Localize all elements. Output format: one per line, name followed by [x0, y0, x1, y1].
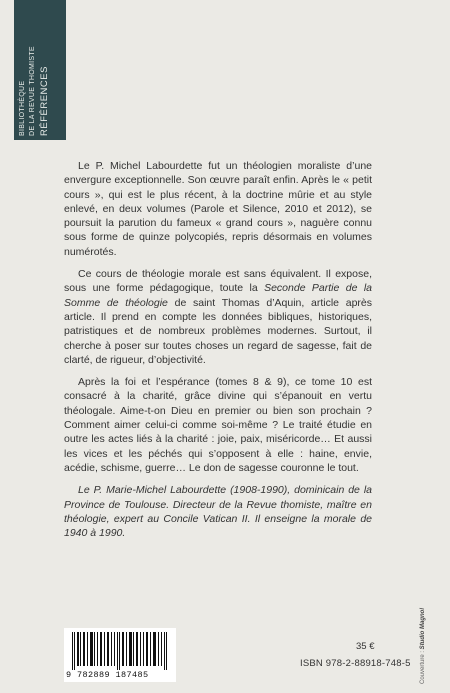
series-band [14, 0, 66, 140]
price: 35 € [356, 641, 375, 652]
series-label [14, 0, 66, 140]
barcode [64, 628, 176, 682]
paragraph-2-part-b: de saint Thomas d’Aquin, article après article. Il prend en compte les données bibliques, historiques, patristiques et de nombreux problèmes modernes. Surtout, il cherche à poser sur toutes choses un regard de sagesse, fait de clarté, de rigueur, d’objectivité. [64, 296, 372, 366]
series-line-1: BIBLIOTHÈQUE [19, 80, 26, 136]
blurb [64, 159, 372, 548]
paragraph-2 [64, 267, 372, 367]
cover-credit-brand: Studio Magnol [420, 607, 426, 650]
paragraph-2-part-a: Ce cours de théologie morale est sans équivalent. Il expose, sous une forme pédagogique, toute la [64, 268, 372, 295]
isbn: ISBN 978-2-88918-748-5 [300, 658, 411, 669]
cover-credit [420, 608, 426, 684]
series-line-2: DE LA REVUE THOMISTE [29, 46, 36, 136]
series-line-3: RÉFÉRENCES [39, 66, 50, 136]
paragraph-3: Après la foi et l’espérance (tomes 8 & 9), ce tome 10 est consacré à la charité, grâce divine qui s’épanouit en vertu théologale. Aime-t-on Dieu en premier ou bien son prochain ? Comment aimer celui-ci comme soi-même ? Le traité étudie en outre les actes liés à la charité : joie, paix, miséricorde… Et aussi les vices et les péchés qui s’opposent à elle : haine, envie, acédie, schisme, guerre… Le don de sagesse couronne le tout. [64, 376, 372, 474]
barcode-bars [70, 632, 170, 670]
author-bio: Le P. Marie-Michel Labourdette (1908-1990), dominicain de la Province de Toulouse. Directeur de la Revue thomiste, maître en théologie, expert au Concile Vatican II. Il enseigne la morale de 1940 à 1990. [64, 484, 372, 540]
cover-credit-prefix: Couverture : [420, 649, 426, 684]
barcode-digits: 9 782889 187485 [66, 670, 149, 680]
paragraph-1: Le P. Michel Labourdette fut un théologien moraliste d’une envergure exceptionnelle. Son œuvre paraît enfin. Après le « petit cours », qui est le plus récent, à la doctrine mûrie et au style enlevé, en deux volumes (Parole et Silence, 2010 et 2012), se poursuit la parution du fameux « grand cours », naguère connu sous forme de quinze polycopiés, repris désormais en volumes numérotés. [64, 160, 372, 258]
work-title: Seconde Partie de la Somme de théologie [64, 282, 372, 309]
